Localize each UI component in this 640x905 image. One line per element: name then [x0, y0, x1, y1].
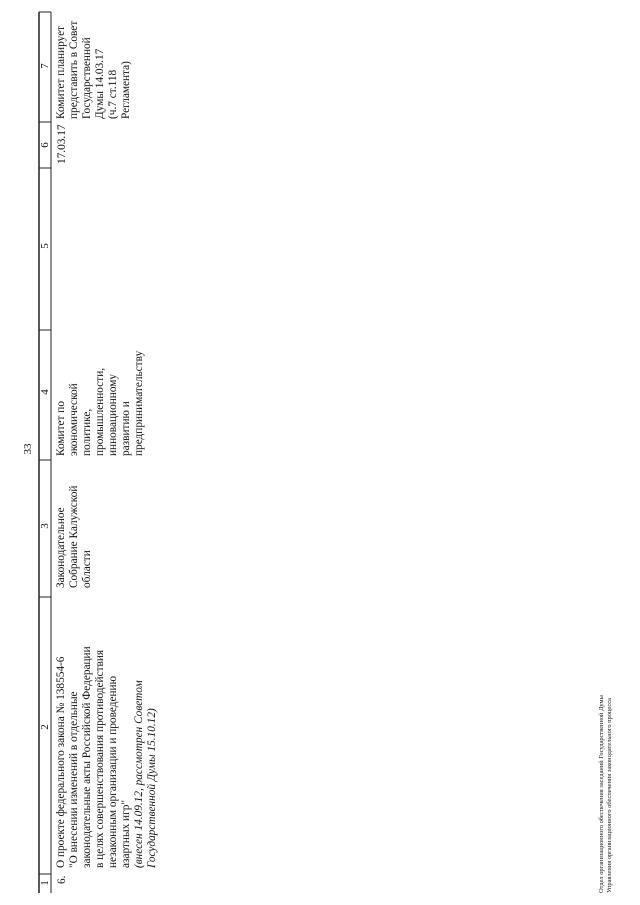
- bill-title-line: "О внесении изменений в отдельные: [68, 691, 80, 868]
- footer-line-1: Отдел организационного обеспечения заседаний Государственной Думы: [598, 695, 605, 893]
- remark-line: Государственной: [81, 37, 93, 119]
- committee-line: инновационному: [107, 373, 119, 456]
- bill-title-line: в целях совершенствования противодействия: [94, 649, 106, 868]
- committee-line: политике,: [81, 408, 93, 456]
- bill-note-line: (внесен 14.09.12, рассмотрен Советом: [133, 680, 145, 868]
- bill-note-line: Государственной Думы 15.10.12): [146, 708, 158, 868]
- bill-title-line: О проекте федерального закона № 138554-6: [55, 656, 67, 868]
- initiator-line: Законодательное: [55, 507, 67, 588]
- remark-line: представить в Совет: [68, 20, 80, 119]
- remark-line: Думы 14.03.17: [94, 48, 106, 119]
- document-page: 33 1 2 3 4 5 6 7 6. О проекте федерального закона № 138554-6 "О внесении изменений в отдельные законодательные акты Российской Федерации в целях совершенствования противодействия незаконным организации и проведению азартных игр" (внесен 14.09.12, рассмотрен Советом Государственной Думы 15.10.12) Законодательное Собрание Калужской области Комитет по экономической политике, промышленности, инновационному развитию и предпринимательству 17.03.17 Комитет планирует представить в Совет Государственной Думы 14.03.17 (ч.7 ст.118 Регламента) Отдел организационного обеспечения заседаний Государственной Думы Управления организационного обеспечения законодательного процесса: [0, 0, 640, 905]
- bill-title-line: законодательные акты Российской Федерации: [81, 646, 93, 868]
- initiator-line: области: [81, 550, 93, 588]
- committee-line: развитию и: [120, 401, 132, 456]
- committee-line: экономической: [68, 383, 80, 456]
- remark-line: Регламента): [120, 61, 132, 119]
- committee-line: промышленности,: [94, 367, 106, 456]
- remark-line: Комитет планирует: [55, 25, 67, 119]
- initiator-line: Собрание Калужской: [68, 485, 80, 588]
- bill-title-line: азартных игр": [120, 800, 132, 868]
- committee-line: Комитет по: [55, 400, 67, 456]
- footer-line-2: Управления организационного обеспечения законодательного процесса: [606, 698, 613, 893]
- bill-title-line: незаконным организации и проведению: [107, 675, 119, 868]
- committee-line: предпринимательству: [133, 350, 145, 456]
- remark-line: (ч.7 ст.118: [107, 69, 119, 119]
